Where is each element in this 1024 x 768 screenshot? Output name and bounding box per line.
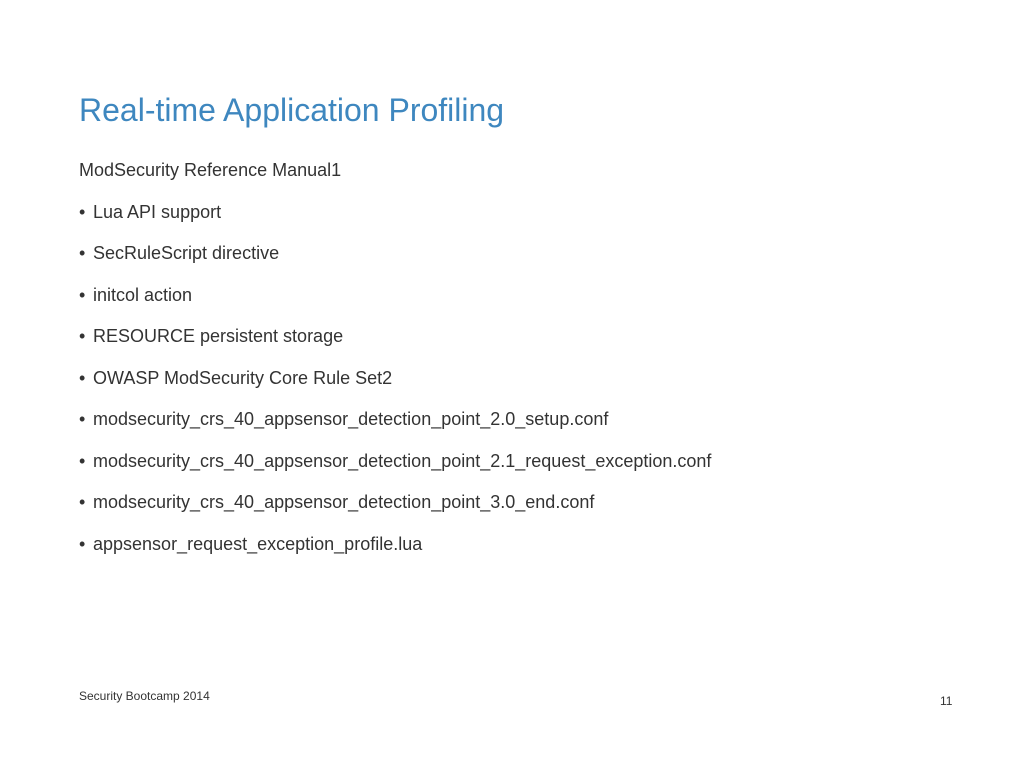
bullet-item-request-exception-conf — [79, 447, 979, 475]
bullet-text: initcol action — [93, 284, 193, 305]
bullet-dot-icon: • — [79, 284, 86, 305]
bullet-dot-icon: • — [79, 492, 86, 512]
bullet-text: appsensor_request_exception_profile.lua — [93, 533, 423, 554]
bullet-item-end-conf — [79, 488, 979, 516]
bullet-text: OWASP ModSecurity Core Rule Set2 — [93, 367, 393, 388]
page-number: 11 — [940, 694, 953, 708]
bullet-text: modsecurity_crs_40_appsensor_detection_point_3.0_end.conf — [93, 492, 595, 512]
bullet-item-initcol — [79, 281, 979, 309]
bullet-item-resource-storage — [79, 322, 979, 350]
bullet-list — [79, 198, 979, 558]
bullet-item-lua-api — [79, 198, 979, 226]
bullet-text: modsecurity_crs_40_appsensor_detection_point_2.1_request_exception.conf — [93, 450, 712, 471]
bullet-item-profile-lua — [79, 530, 979, 558]
slide-content — [79, 156, 979, 571]
bullet-dot-icon: • — [79, 367, 86, 388]
bullet-dot-icon: • — [79, 326, 86, 346]
bullet-dot-icon: • — [79, 409, 86, 429]
bullet-dot-icon: • — [79, 243, 86, 263]
bullet-text: SecRuleScript directive — [93, 243, 280, 263]
bullet-dot-icon: • — [79, 533, 86, 554]
slide-subtitle: ModSecurity Reference Manual1 — [79, 160, 342, 180]
bullet-text: Lua API support — [93, 201, 222, 222]
bullet-dot-icon: • — [79, 201, 86, 222]
bullet-item-setup-conf — [79, 405, 979, 433]
bullet-text: RESOURCE persistent storage — [93, 326, 344, 346]
bullet-item-owasp-crs — [79, 364, 979, 392]
bullet-dot-icon: • — [79, 450, 86, 471]
bullet-item-secrulescript — [79, 239, 979, 267]
slide-title: Real-time Application Profiling — [79, 92, 505, 128]
footer-event-name: Security Bootcamp 2014 — [79, 689, 210, 703]
bullet-text: modsecurity_crs_40_appsensor_detection_point_2.0_setup.conf — [93, 409, 609, 429]
